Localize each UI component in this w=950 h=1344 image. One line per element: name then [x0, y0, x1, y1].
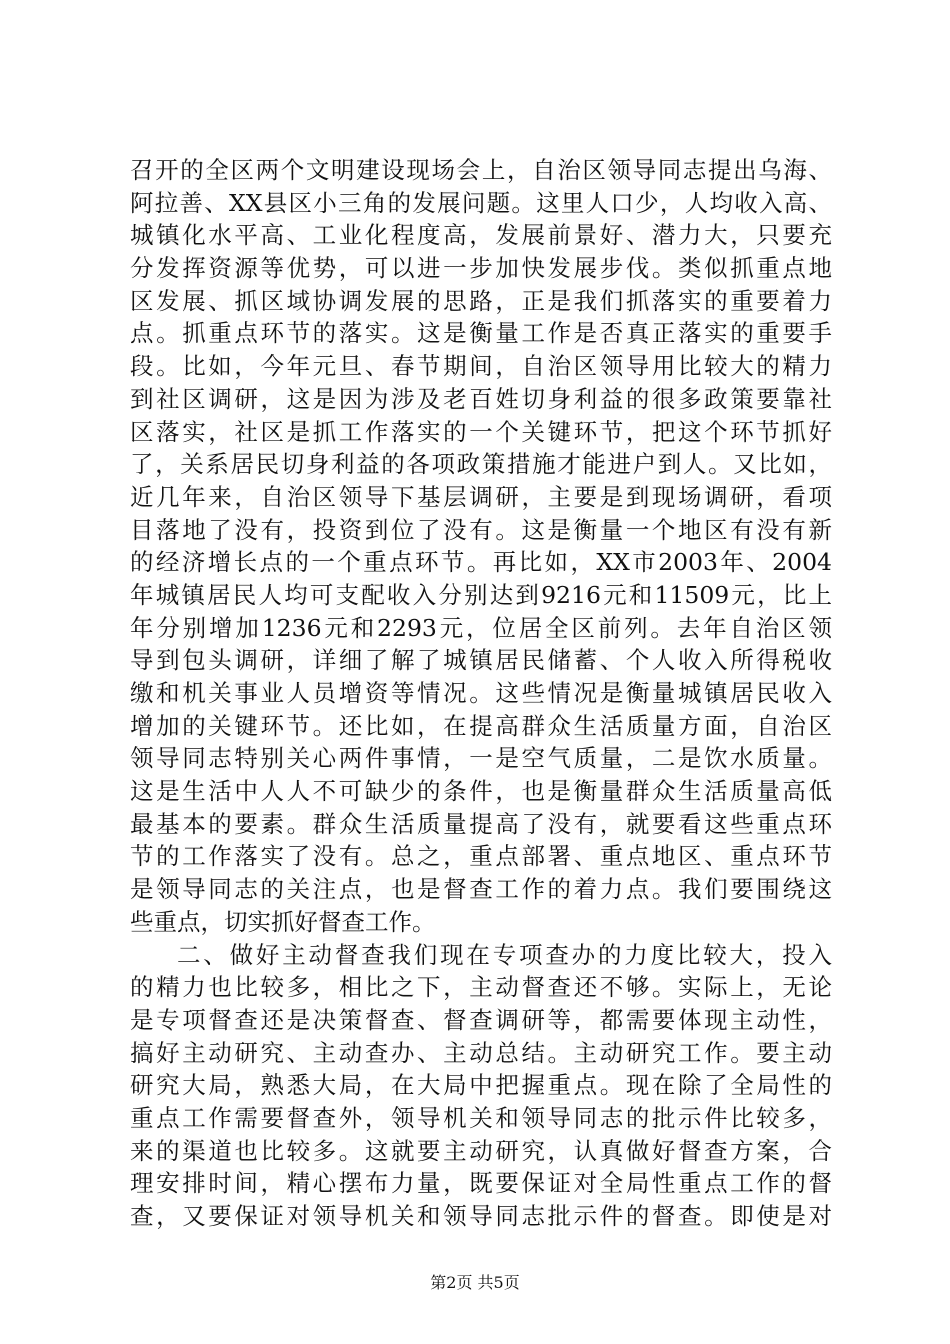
text-line: 段。比如，今年元旦、春节期间，自治区领导用比较大的精力 — [130, 352, 832, 381]
text-line: 区落实，社区是抓工作落实的一个关键环节，把这个环节抓好 — [130, 417, 832, 446]
text-line: 到社区调研，这是因为涉及老百姓切身利益的很多政策要靠社 — [130, 384, 832, 413]
text-line: 了，关系居民切身利益的各项政策措施才能进户到人。又比如， — [130, 450, 832, 479]
text-line: 点。抓重点环节的落实。这是衡量工作是否真正落实的重要手 — [130, 319, 832, 348]
text-line: 理安排时间，精心摆布力量，既要保证对全局性重点工作的督 — [130, 1169, 832, 1198]
text-line: 来的渠道也比较多。这就要主动研究，认真做好督查方案，合 — [130, 1136, 832, 1165]
text-line: 研究大局，熟悉大局，在大局中把握重点。现在除了全局性的 — [130, 1071, 832, 1100]
text-line: 最基本的要素。群众生活质量提高了没有，就要看这些重点环 — [130, 809, 832, 838]
text-line: 年分别增加1236元和2293元，位居全区前列。去年自治区领 — [130, 613, 832, 642]
text-line: 查，又要保证对领导机关和领导同志批示件的督查。即使是对 — [130, 1202, 832, 1230]
text-line: 是专项督查还是决策督查、督查调研等，都需要体现主动性， — [130, 1005, 832, 1034]
text-line: 导到包头调研，详细了解了城镇居民储蓄、个人收入所得税收 — [130, 646, 832, 675]
text-line: 增加的关键环节。还比如，在提高群众生活质量方面，自治区 — [130, 711, 832, 740]
text-line: 召开的全区两个文明建设现场会上，自治区领导同志提出乌海、 — [130, 156, 832, 184]
text-line: 节的工作落实了没有。总之，重点部署、重点地区、重点环节 — [130, 842, 832, 871]
body-text — [130, 154, 832, 1233]
text-line: 是领导同志的关注点，也是督查工作的着力点。我们要围绕这 — [130, 875, 832, 904]
page-number-footer: 第2页 共5页 — [430, 1273, 520, 1292]
text-line: 区发展、抓区域协调发展的思路，正是我们抓落实的重要着力 — [130, 286, 832, 315]
text-line: 城镇化水平高、工业化程度高，发展前景好、潜力大，只要充 — [130, 221, 832, 250]
text-line: 搞好主动研究、主动查办、主动总结。主动研究工作。要主动 — [130, 1038, 832, 1067]
text-line: 这是生活中人人不可缺少的条件，也是衡量群众生活质量高低 — [130, 777, 832, 806]
text-line: 的精力也比较多，相比之下，主动督查还不够。实际上，无论 — [130, 973, 832, 1002]
text-line: 近几年来，自治区领导下基层调研，主要是到现场调研，看项 — [130, 482, 832, 511]
text-line: 年城镇居民人均可支配收入分别达到9216元和11509元，比上 — [130, 580, 832, 609]
text-line: 目落地了没有，投资到位了没有。这是衡量一个地区有没有新 — [130, 515, 832, 544]
text-line: 的经济增长点的一个重点环节。再比如，XX市2003年、2004 — [130, 548, 832, 577]
paragraph-end-line: 些重点，切实抓好督查工作。 — [130, 907, 436, 936]
text-line: 分发挥资源等优势，可以进一步加快发展步伐。类似抓重点地 — [130, 254, 832, 283]
text-line: 阿拉善、XX县区小三角的发展问题。这里人口少，人均收入高、 — [130, 188, 832, 217]
text-line: 重点工作需要督查外，领导机关和领导同志的批示件比较多， — [130, 1103, 832, 1132]
paragraph-start-line: 二、做好主动督查我们现在专项查办的力度比较大，投入 — [177, 940, 832, 969]
text-line: 缴和机关事业人员增资等情况。这些情况是衡量城镇居民收入 — [130, 679, 832, 707]
text-line: 领导同志特别关心两件事情，一是空气质量，二是饮水质量。 — [130, 744, 832, 773]
